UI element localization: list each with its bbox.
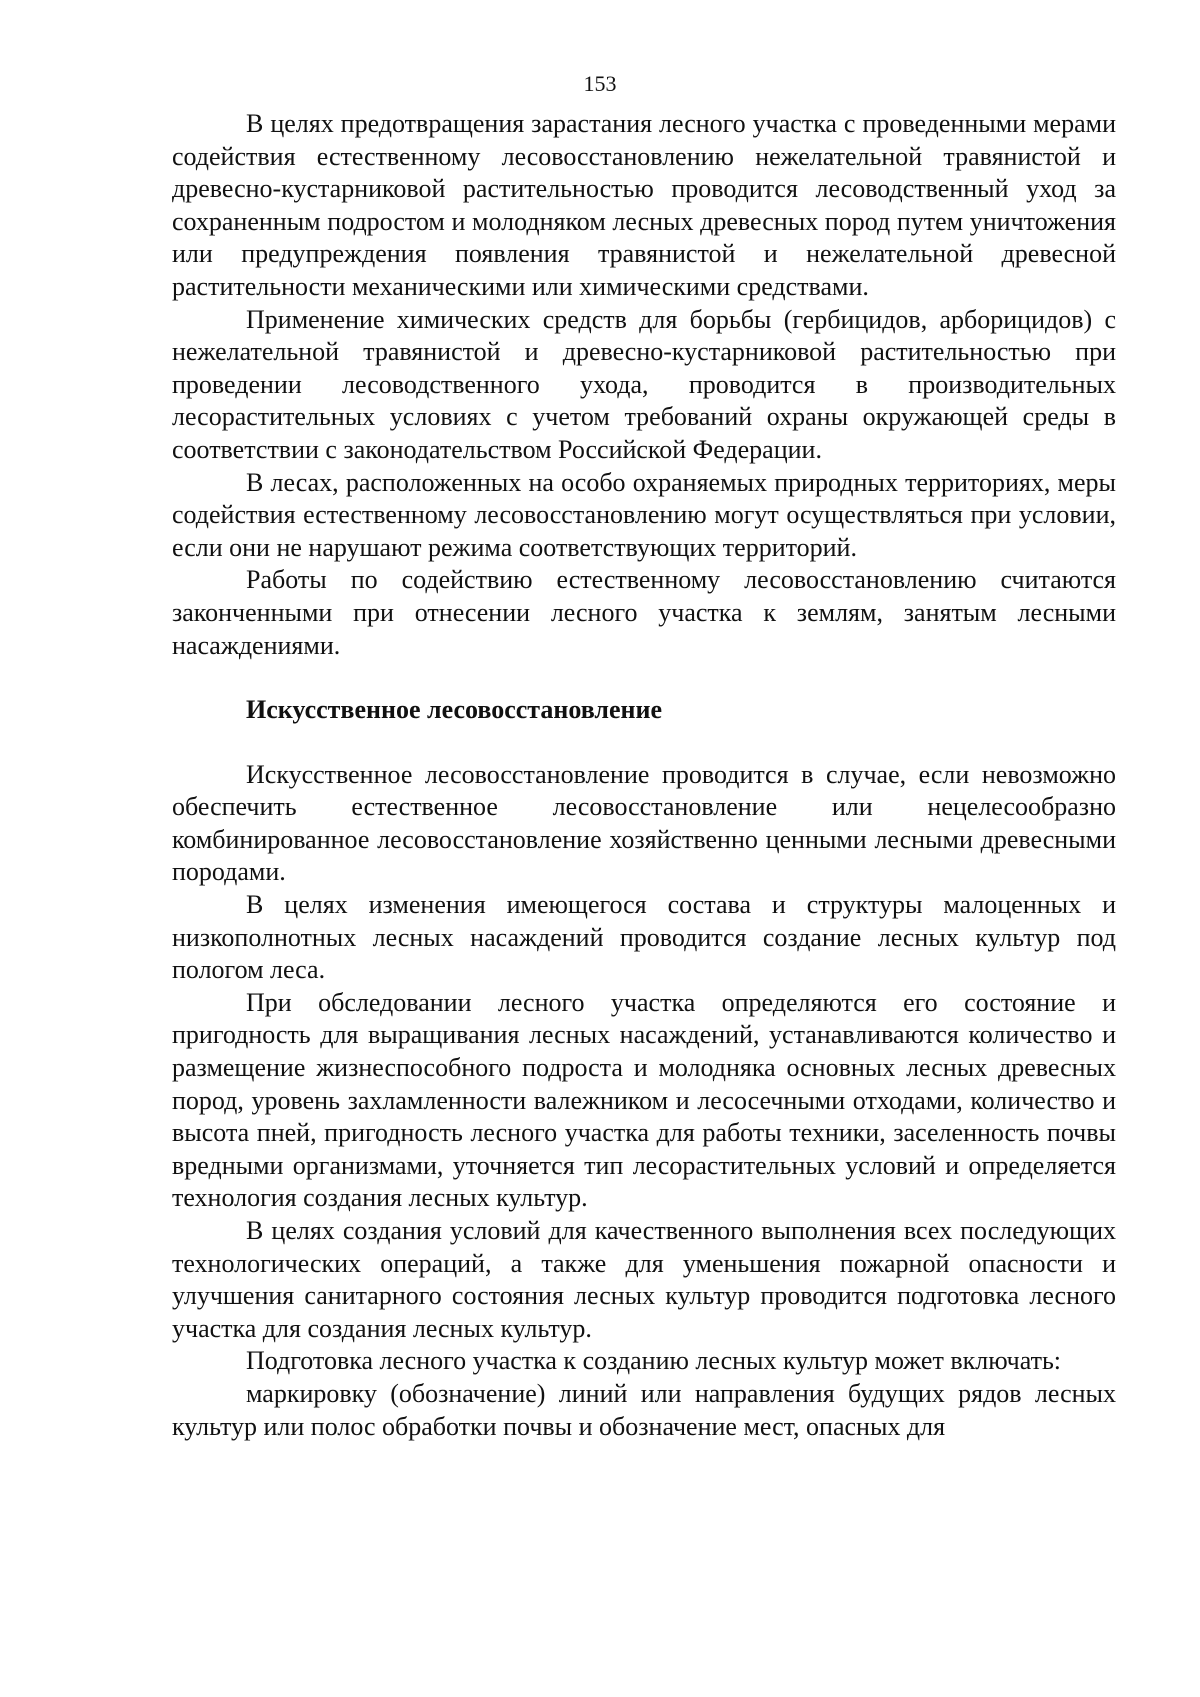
paragraph-marking-rows: маркировку (обозначение) линий или направления будущих рядов лесных культур или полос обработки почвы и обозначение мест, опасных для — [172, 1378, 1116, 1441]
paragraph-site-survey: При обследовании лесного участка определяются его состояние и пригодность для выращивания лесных насаждений, устанавливаются количество и размещение жизнеспособного подроста и молодняка основных лесных древесных пород, уровень захламленности валежником и лесосечными отходами, количество и высота пней, пригодность лесного участка для работы техники, заселенность почвы вредными организмами, уточняется тип лесорастительных условий и определяется технология создания лесных культур. — [172, 987, 1116, 1213]
spacer — [172, 662, 1116, 694]
section-heading: Искусственное лесовосстановление — [246, 695, 663, 725]
paragraph-artificial-reforestation: Искусственное лесовосстановление проводится в случае, если невозможно обеспечить естественное лесовосстановление или нецелесообразно комбинированное лесовосстановление хозяйственно ценными лесными древесными породами. — [172, 759, 1116, 887]
paragraph-preparation-may-include: Подготовка лесного участка к созданию лесных культур может включать: — [246, 1346, 1062, 1376]
spacer — [172, 727, 1116, 759]
paragraph-herbicides: Применение химических средств для борьбы (гербицидов, арборицидов) с нежелательной травянистой и древесно-кустарниковой растительностью при проведении лесоводственного ухода, проводится в производительных лесорастительных условиях с учетом требований охраны окружающей среды в соответствии с законодательством Российской Федерации. — [172, 304, 1116, 464]
paragraph-weed-control: В целях предотвращения зарастания лесного участка с проведенными мерами содействия естественному лесовосстановлению нежелательной травянистой и древесно-кустарниковой растительностью проводится лесоводственный уход за сохраненным подростом и молодняком лесных древесных пород путем уничтожения или предупреждения появления травянистой и нежелательной древесной растительности механическими или химическими средствами. — [172, 109, 1116, 301]
paragraph-protected-areas: В лесах, расположенных на особо охраняемых природных территориях, меры содействия естественному лесовосстановлению могут осуществляться при условии, если они не нарушают режима соответствующих территорий. — [172, 467, 1116, 562]
paragraph-works-completed: Работы по содействию естественному лесовосстановлению считаются законченными при отнесении лесного участка к землям, занятым лесными насаждениями. — [172, 565, 1116, 660]
paragraph-composition-change: В целях изменения имеющегося состава и структуры малоценных и низкополнотных лесных насаждений проводится создание лесных культур под пологом леса. — [172, 890, 1116, 985]
page-body — [172, 108, 1116, 1443]
paragraph-site-preparation: В целях создания условий для качественного выполнения всех последующих технологических операций, а также для уменьшения пожарной опасности и улучшения санитарного состояния лесных культур проводится подготовка лесного участка для создания лесных культур. — [172, 1216, 1116, 1343]
page-number: 153 — [583, 71, 617, 96]
